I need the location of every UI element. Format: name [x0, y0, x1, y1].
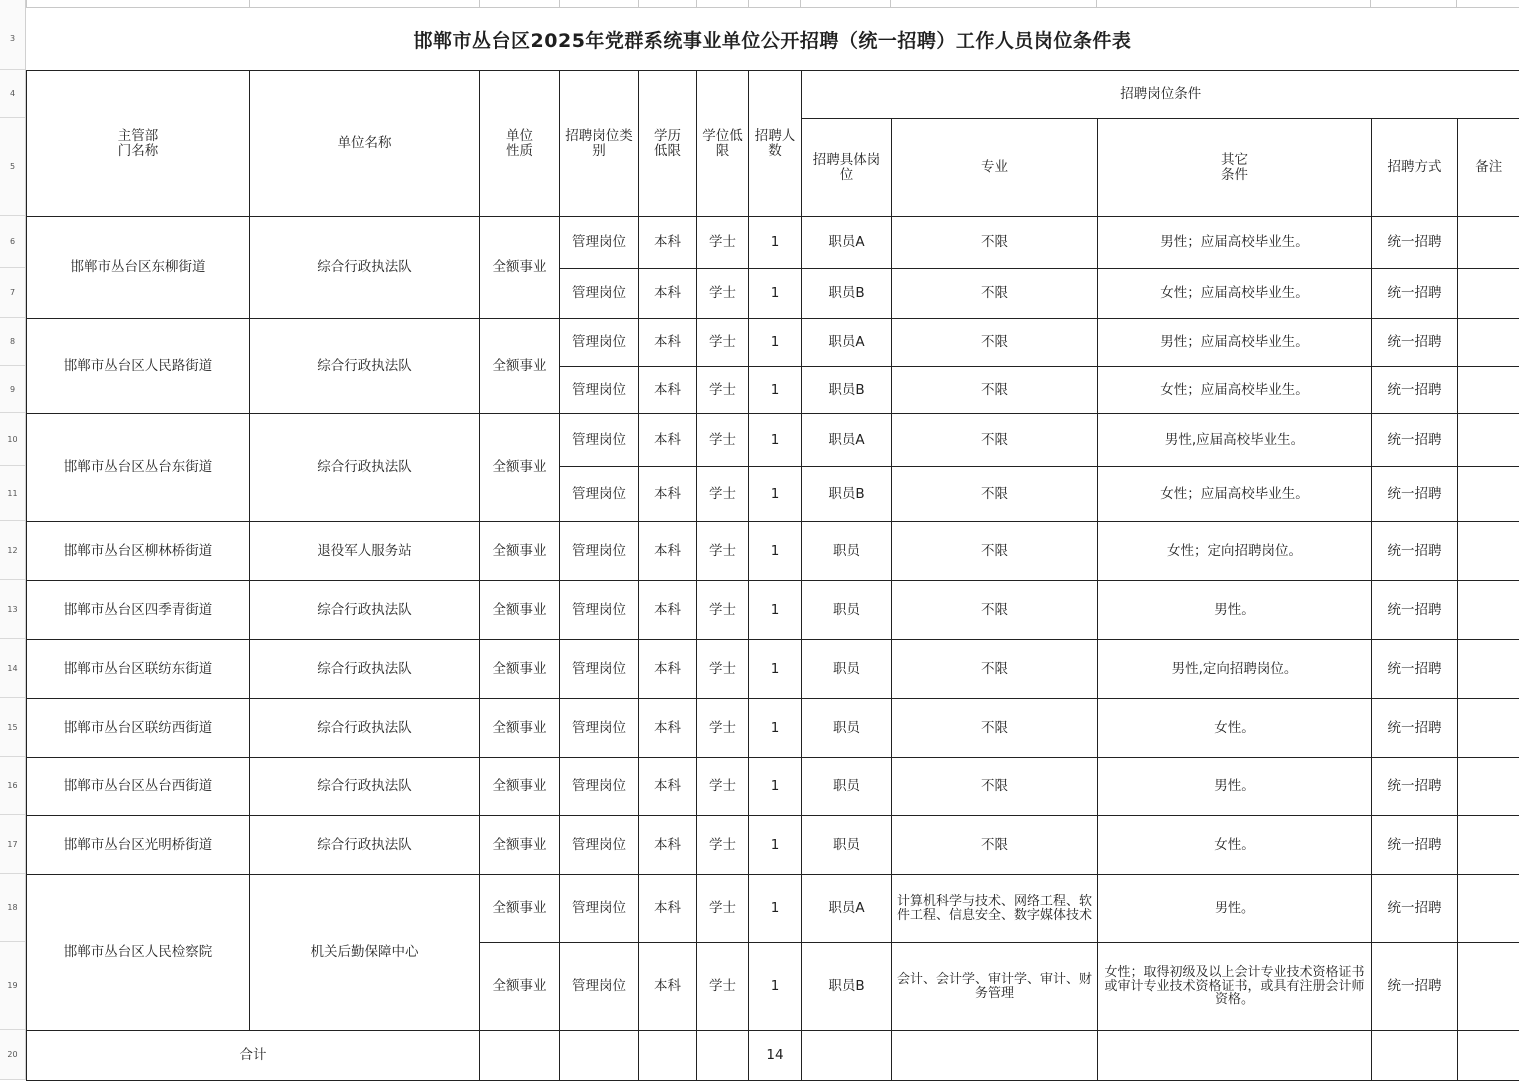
- table-row: [27, 581, 1519, 640]
- cell-unit[interactable]: 综合行政执法队: [250, 758, 480, 816]
- header-post[interactable]: 招聘具体岗 位: [802, 119, 892, 217]
- top-gridline-tick: [1370, 0, 1371, 8]
- cell-degree[interactable]: 学士: [697, 640, 749, 699]
- cell-post[interactable]: 职员B: [802, 943, 892, 1031]
- cell-count[interactable]: 1: [749, 816, 802, 875]
- row-number[interactable]: 19: [0, 942, 25, 1030]
- header-degree[interactable]: 学位低 限: [697, 71, 749, 217]
- cell-edu[interactable]: 本科: [639, 367, 697, 414]
- cell-count[interactable]: 1: [749, 269, 802, 319]
- top-gridline-tick: [748, 0, 749, 8]
- cell-method[interactable]: 统一招聘: [1372, 522, 1458, 581]
- cell-other[interactable]: 男性。: [1098, 581, 1372, 640]
- row-number[interactable]: 14: [0, 639, 25, 698]
- cell-nature[interactable]: 全额事业: [480, 699, 560, 758]
- cell-other[interactable]: 女性。: [1098, 699, 1372, 758]
- cell-count[interactable]: 1: [749, 640, 802, 699]
- cell-method[interactable]: 统一招聘: [1372, 467, 1458, 522]
- cell-category[interactable]: 管理岗位: [560, 319, 639, 367]
- row-number[interactable]: 13: [0, 580, 25, 639]
- row-number[interactable]: 20: [0, 1030, 25, 1080]
- cell-major[interactable]: 计算机科学与技术、网络工程、软件工程、信息安全、数字媒体技术: [892, 875, 1098, 943]
- cell-edu[interactable]: 本科: [639, 522, 697, 581]
- cell-category[interactable]: 管理岗位: [560, 875, 639, 943]
- table-row: [27, 640, 1519, 699]
- cell-dept[interactable]: 邯郸市丛台区柳林桥街道: [27, 522, 250, 581]
- cell-degree[interactable]: 学士: [697, 414, 749, 467]
- cell-edu[interactable]: 本科: [639, 758, 697, 816]
- header-conditions[interactable]: 招聘岗位条件: [802, 71, 1519, 119]
- table-row: [27, 816, 1519, 875]
- cell-note[interactable]: [1458, 367, 1519, 414]
- cell-note[interactable]: [1458, 816, 1519, 875]
- cell-category[interactable]: 管理岗位: [560, 414, 639, 467]
- cell-note[interactable]: [1458, 640, 1519, 699]
- cell-nature[interactable]: 全额事业: [480, 414, 560, 522]
- header-dept[interactable]: 主管部 门名称: [27, 71, 250, 217]
- cell-major[interactable]: 不限: [892, 699, 1098, 758]
- cell-category[interactable]: 管理岗位: [560, 269, 639, 319]
- cell-post[interactable]: 职员: [802, 758, 892, 816]
- cell-note[interactable]: [1458, 319, 1519, 367]
- cell-post[interactable]: 职员A: [802, 217, 892, 269]
- cell-degree[interactable]: 学士: [697, 367, 749, 414]
- total-count[interactable]: 14: [749, 1031, 802, 1081]
- cell-degree[interactable]: 学士: [697, 467, 749, 522]
- header-other[interactable]: 其它 条件: [1098, 119, 1372, 217]
- cell-post[interactable]: 职员: [802, 699, 892, 758]
- cell-other[interactable]: 女性；应届高校毕业生。: [1098, 367, 1372, 414]
- total-nature[interactable]: [480, 1031, 560, 1081]
- cell-category[interactable]: 管理岗位: [560, 699, 639, 758]
- cell-dept[interactable]: 邯郸市丛台区东柳街道: [27, 217, 250, 319]
- table-title: 邯郸市丛台区2025年党群系统事业单位公开招聘（统一招聘）工作人员岗位条件表: [26, 8, 1519, 70]
- cell-note[interactable]: [1458, 522, 1519, 581]
- cell-method[interactable]: 统一招聘: [1372, 699, 1458, 758]
- cell-category[interactable]: 管理岗位: [560, 640, 639, 699]
- cell-nature[interactable]: 全额事业: [480, 319, 560, 414]
- cell-count[interactable]: 1: [749, 758, 802, 816]
- cell-method[interactable]: 统一招聘: [1372, 269, 1458, 319]
- total-label[interactable]: 合计: [27, 1031, 480, 1081]
- cell-major[interactable]: 不限: [892, 816, 1098, 875]
- cell-method[interactable]: 统一招聘: [1372, 581, 1458, 640]
- cell-degree[interactable]: 学士: [697, 269, 749, 319]
- cell-edu[interactable]: 本科: [639, 816, 697, 875]
- row-number[interactable]: 15: [0, 698, 25, 757]
- cell-degree[interactable]: 学士: [697, 217, 749, 269]
- cell-unit[interactable]: 机关后勤保障中心: [250, 875, 480, 1031]
- cell-count[interactable]: 1: [749, 367, 802, 414]
- cell-post[interactable]: 职员B: [802, 269, 892, 319]
- cell-other[interactable]: 男性,应届高校毕业生。: [1098, 414, 1372, 467]
- cell-post[interactable]: 职员A: [802, 875, 892, 943]
- top-gridline-tick: [1456, 0, 1457, 8]
- cell-category[interactable]: 管理岗位: [560, 522, 639, 581]
- row-number[interactable]: 11: [0, 466, 25, 521]
- cell-other[interactable]: 女性；定向招聘岗位。: [1098, 522, 1372, 581]
- top-gridline-tick: [249, 0, 250, 8]
- cell-unit[interactable]: 综合行政执法队: [250, 414, 480, 522]
- cell-edu[interactable]: 本科: [639, 640, 697, 699]
- cell-category[interactable]: 管理岗位: [560, 758, 639, 816]
- cell-dept[interactable]: 邯郸市丛台区人民路街道: [27, 319, 250, 414]
- cell-other[interactable]: 女性；取得初级及以上会计专业技术资格证书或审计专业技术资格证书，或具有注册会计师资格。: [1098, 943, 1372, 1031]
- top-gridline-tick: [26, 0, 27, 8]
- cell-degree[interactable]: 学士: [697, 581, 749, 640]
- cell-note[interactable]: [1458, 758, 1519, 816]
- total-note[interactable]: [1458, 1031, 1519, 1081]
- total-degree[interactable]: [697, 1031, 749, 1081]
- cell-count[interactable]: 1: [749, 581, 802, 640]
- table-row: [27, 758, 1519, 816]
- cell-major[interactable]: 不限: [892, 467, 1098, 522]
- cell-degree[interactable]: 学士: [697, 816, 749, 875]
- cell-category[interactable]: 管理岗位: [560, 367, 639, 414]
- cell-note[interactable]: [1458, 269, 1519, 319]
- cell-note[interactable]: [1458, 581, 1519, 640]
- cell-post[interactable]: 职员: [802, 581, 892, 640]
- cell-major[interactable]: 不限: [892, 269, 1098, 319]
- header-unit[interactable]: 单位名称: [250, 71, 480, 217]
- top-gridline-tick: [559, 0, 560, 8]
- cell-unit[interactable]: 综合行政执法队: [250, 640, 480, 699]
- row-number[interactable]: 3: [0, 8, 25, 70]
- cell-method[interactable]: 统一招聘: [1372, 816, 1458, 875]
- cell-note[interactable]: [1458, 217, 1519, 269]
- cell-unit[interactable]: 综合行政执法队: [250, 217, 480, 319]
- row-number[interactable]: 8: [0, 318, 25, 366]
- cell-major[interactable]: 不限: [892, 581, 1098, 640]
- cell-unit[interactable]: 退役军人服务站: [250, 522, 480, 581]
- cell-edu[interactable]: 本科: [639, 467, 697, 522]
- row-number[interactable]: 5: [0, 118, 25, 216]
- cell-post[interactable]: 职员: [802, 816, 892, 875]
- cell-post[interactable]: 职员: [802, 522, 892, 581]
- cell-other[interactable]: 女性；应届高校毕业生。: [1098, 269, 1372, 319]
- cell-edu[interactable]: 本科: [639, 414, 697, 467]
- cell-dept[interactable]: 邯郸市丛台区光明桥街道: [27, 816, 250, 875]
- cell-unit[interactable]: 综合行政执法队: [250, 581, 480, 640]
- cell-note[interactable]: [1458, 467, 1519, 522]
- row-number[interactable]: 17: [0, 815, 25, 874]
- cell-edu[interactable]: 本科: [639, 269, 697, 319]
- cell-degree[interactable]: 学士: [697, 758, 749, 816]
- cell-count[interactable]: 1: [749, 319, 802, 367]
- cell-count[interactable]: 1: [749, 414, 802, 467]
- cell-dept[interactable]: 邯郸市丛台区四季青街道: [27, 581, 250, 640]
- header-edu[interactable]: 学历 低限: [639, 71, 697, 217]
- row-number[interactable]: 7: [0, 268, 25, 318]
- total-category[interactable]: [560, 1031, 639, 1081]
- cell-edu[interactable]: 本科: [639, 943, 697, 1031]
- cell-other[interactable]: 男性。: [1098, 758, 1372, 816]
- table-row: [27, 699, 1519, 758]
- header-major[interactable]: 专业: [892, 119, 1098, 217]
- total-major[interactable]: [892, 1031, 1098, 1081]
- cell-edu[interactable]: 本科: [639, 217, 697, 269]
- header-category[interactable]: 招聘岗位类 别: [560, 71, 639, 217]
- cell-nature[interactable]: 全额事业: [480, 217, 560, 319]
- cell-nature[interactable]: 全额事业: [480, 758, 560, 816]
- cell-category[interactable]: 管理岗位: [560, 217, 639, 269]
- cell-major[interactable]: 不限: [892, 319, 1098, 367]
- cell-post[interactable]: 职员A: [802, 414, 892, 467]
- cell-note[interactable]: [1458, 875, 1519, 943]
- cell-other[interactable]: 男性,定向招聘岗位。: [1098, 640, 1372, 699]
- cell-unit[interactable]: 综合行政执法队: [250, 816, 480, 875]
- total-post[interactable]: [802, 1031, 892, 1081]
- cell-degree[interactable]: 学士: [697, 943, 749, 1031]
- cell-degree[interactable]: 学士: [697, 522, 749, 581]
- cell-count[interactable]: 1: [749, 217, 802, 269]
- cell-method[interactable]: 统一招聘: [1372, 367, 1458, 414]
- table-row: [27, 217, 1519, 269]
- total-other[interactable]: [1098, 1031, 1372, 1081]
- header-note[interactable]: 备注: [1458, 119, 1519, 217]
- cell-post[interactable]: 职员B: [802, 367, 892, 414]
- cell-edu[interactable]: 本科: [639, 319, 697, 367]
- top-gridline-tick: [1096, 0, 1097, 8]
- cell-nature[interactable]: 全额事业: [480, 875, 560, 943]
- row-number[interactable]: 18: [0, 874, 25, 942]
- total-edu[interactable]: [639, 1031, 697, 1081]
- cell-method[interactable]: 统一招聘: [1372, 943, 1458, 1031]
- cell-count[interactable]: 1: [749, 943, 802, 1031]
- cell-edu[interactable]: 本科: [639, 699, 697, 758]
- cell-unit[interactable]: 综合行政执法队: [250, 319, 480, 414]
- table-row: [27, 414, 1519, 467]
- cell-nature[interactable]: 全额事业: [480, 816, 560, 875]
- cell-note[interactable]: [1458, 943, 1519, 1031]
- total-method[interactable]: [1372, 1031, 1458, 1081]
- table-row: [27, 319, 1519, 367]
- cell-post[interactable]: 职员A: [802, 319, 892, 367]
- cell-method[interactable]: 统一招聘: [1372, 319, 1458, 367]
- cell-count[interactable]: 1: [749, 699, 802, 758]
- position-table: [26, 70, 1519, 1081]
- cell-major[interactable]: 不限: [892, 640, 1098, 699]
- row-number[interactable]: 9: [0, 366, 25, 413]
- cell-category[interactable]: 管理岗位: [560, 943, 639, 1031]
- cell-method[interactable]: 统一招聘: [1372, 217, 1458, 269]
- cell-other[interactable]: 男性；应届高校毕业生。: [1098, 217, 1372, 269]
- top-gridline-tick: [696, 0, 697, 8]
- cell-note[interactable]: [1458, 414, 1519, 467]
- cell-dept[interactable]: 邯郸市丛台区人民检察院: [27, 875, 250, 1031]
- top-gridline-tick: [638, 0, 639, 8]
- cell-method[interactable]: 统一招聘: [1372, 640, 1458, 699]
- cell-category[interactable]: 管理岗位: [560, 467, 639, 522]
- cell-dept[interactable]: 邯郸市丛台区联纺西街道: [27, 699, 250, 758]
- table-row: [27, 875, 1519, 943]
- cell-other[interactable]: 男性；应届高校毕业生。: [1098, 319, 1372, 367]
- header-count[interactable]: 招聘人 数: [749, 71, 802, 217]
- cell-major[interactable]: 不限: [892, 522, 1098, 581]
- cell-method[interactable]: 统一招聘: [1372, 414, 1458, 467]
- cell-nature[interactable]: 全额事业: [480, 640, 560, 699]
- cell-major[interactable]: 不限: [892, 758, 1098, 816]
- cell-method[interactable]: 统一招聘: [1372, 758, 1458, 816]
- cell-other[interactable]: 男性。: [1098, 875, 1372, 943]
- cell-category[interactable]: 管理岗位: [560, 816, 639, 875]
- cell-unit[interactable]: 综合行政执法队: [250, 699, 480, 758]
- cell-count[interactable]: 1: [749, 522, 802, 581]
- top-gridline-tick: [800, 0, 801, 8]
- cell-degree[interactable]: 学士: [697, 699, 749, 758]
- top-gridline-tick: [890, 0, 891, 8]
- header-nature[interactable]: 单位 性质: [480, 71, 560, 217]
- header-method[interactable]: 招聘方式: [1372, 119, 1458, 217]
- cell-other[interactable]: 女性；应届高校毕业生。: [1098, 467, 1372, 522]
- cell-major[interactable]: 不限: [892, 367, 1098, 414]
- cell-count[interactable]: 1: [749, 467, 802, 522]
- cell-nature[interactable]: 全额事业: [480, 581, 560, 640]
- cell-category[interactable]: 管理岗位: [560, 581, 639, 640]
- row-number[interactable]: 10: [0, 413, 25, 466]
- row-number[interactable]: 16: [0, 757, 25, 815]
- cell-edu[interactable]: 本科: [639, 875, 697, 943]
- cell-major[interactable]: 会计、会计学、审计学、审计、财务管理: [892, 943, 1098, 1031]
- cell-dept[interactable]: 邯郸市丛台区丛台西街道: [27, 758, 250, 816]
- cell-nature[interactable]: 全额事业: [480, 943, 560, 1031]
- cell-method[interactable]: 统一招聘: [1372, 875, 1458, 943]
- row-number[interactable]: 12: [0, 521, 25, 580]
- table-row: [27, 522, 1519, 581]
- cell-post[interactable]: 职员: [802, 640, 892, 699]
- cell-count[interactable]: 1: [749, 875, 802, 943]
- cell-degree[interactable]: 学士: [697, 875, 749, 943]
- cell-edu[interactable]: 本科: [639, 581, 697, 640]
- cell-major[interactable]: 不限: [892, 414, 1098, 467]
- cell-post[interactable]: 职员B: [802, 467, 892, 522]
- table-row: [27, 1031, 1519, 1081]
- cell-other[interactable]: 女性。: [1098, 816, 1372, 875]
- cell-dept[interactable]: 邯郸市丛台区丛台东街道: [27, 414, 250, 522]
- top-gridline-tick: [479, 0, 480, 8]
- cell-degree[interactable]: 学士: [697, 319, 749, 367]
- row-number[interactable]: 4: [0, 70, 25, 118]
- cell-nature[interactable]: 全额事业: [480, 522, 560, 581]
- cell-major[interactable]: 不限: [892, 217, 1098, 269]
- cell-dept[interactable]: 邯郸市丛台区联纺东街道: [27, 640, 250, 699]
- cell-note[interactable]: [1458, 699, 1519, 758]
- table-row: [27, 71, 1519, 119]
- row-number[interactable]: 6: [0, 216, 25, 268]
